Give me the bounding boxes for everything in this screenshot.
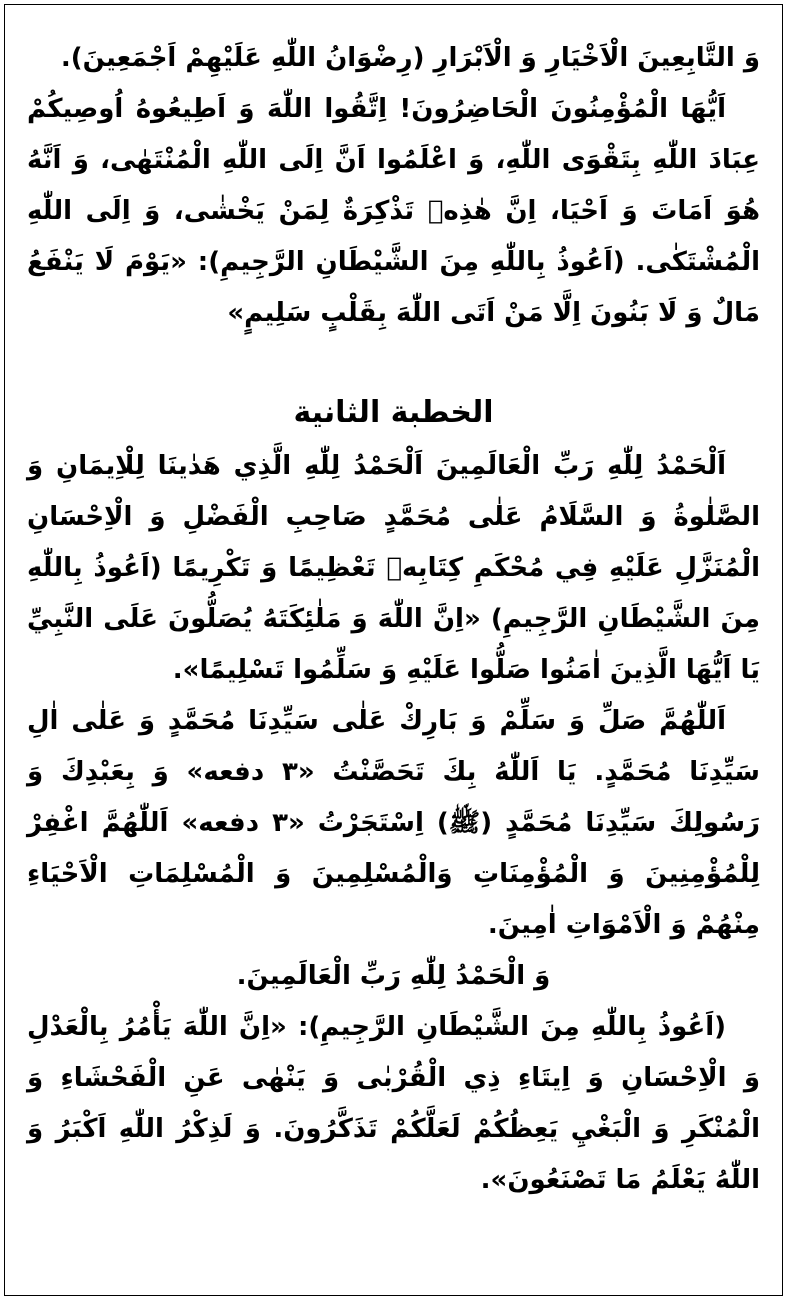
paragraph-praise: اَلْحَمْدُ لِلّٰهِ رَبِّ الْعَالَمِينَ اَلْحَمْدُ لِلّٰهِ الَّذِي هَدٰينَا لِلْاِيمَانِ وَ الصَّلٰوةُ وَ السَّلَامُ عَلٰى مُحَمَّدٍ صَاحِبِ الْفَضْلِ وَ الْاِحْسَانِ الْمُنَزَّلِ عَلَيْهِ فِي مُحْكَمِ كِتَابِهٖ تَعْظِيمًا وَ تَكْرِيمًا (اَعُوذُ بِاللّٰهِ مِنَ الشَّيْطَانِ الرَّجِيمِ) «اِنَّ اللّٰهَ وَ مَلٰئِكَتَهُ يُصَلُّونَ عَلَى النَّبِيِّ يَا اَيُّهَا الَّذِينَ اٰمَنُوا صَلُّوا عَلَيْهِ وَ سَلِّمُوا تَسْلِيمًا».	[27, 451, 760, 685]
closing-praise-line: وَ الْحَمْدُ لِلّٰهِ رَبِّ الْعَالَمِينَ.	[236, 961, 551, 991]
paragraph-final-verse: (اَعُوذُ بِاللّٰهِ مِنَ الشَّيْطَانِ الرَّجِيمِ): «اِنَّ اللّٰهَ يَأْمُرُ بِالْعَدْلِ وَ الْاِحْسَانِ وَ اِيتَاءِ ذِي الْقُرْبٰى وَ يَنْهٰى عَنِ الْفَحْشَاءِ وَ الْمُنْكَرِ وَ الْبَغْيِ يَعِظُكُمْ لَعَلَّكُمْ تَذَكَّرُونَ. وَ لَذِكْرُ اللّٰهِ اَكْبَرُ وَ اللّٰهُ يَعْلَمُ مَا تَصْنَعُونَ».	[27, 1012, 760, 1195]
paragraph-supplication: اَللّٰهُمَّ صَلِّ وَ سَلِّمْ وَ بَارِكْ عَلٰى سَيِّدِنَا مُحَمَّدٍ وَ عَلٰى اٰلِ سَيِّدِنَا مُحَمَّدٍ. يَا اَللّٰهُ بِكَ تَحَصَّنْتُ «٣ دفعه» وَ بِعَبْدِكَ وَ رَسُولِكَ سَيِّدِنَا مُحَمَّدٍ (ﷺ) اِسْتَجَرْتُ «٣ دفعه» اَللّٰهُمَّ اغْفِرْ لِلْمُؤْمِنِينَ وَ الْمُؤْمِنَاتِ وَالْمُسْلِمِينَ وَ الْمُسْلِمَاتِ الْاَحْيَاءِ مِنْهُمْ وَ الْاَمْوَاتِ اٰمِينَ.	[27, 706, 760, 940]
section-gap	[27, 339, 760, 385]
paragraph-exhortation: اَيُّهَا الْمُؤْمِنُونَ الْحَاضِرُونَ! اِتَّقُوا اللّٰهَ وَ اَطِيعُوهُ اُوصِيكُمْ عِبَادَ اللّٰهِ بِتَقْوَى اللّٰهِ، وَ اعْلَمُوا اَنَّ اِلَى اللّٰهِ الْمُنْتَهٰى، وَ اَنَّهُ هُوَ اَمَاتَ وَ اَحْيَا، اِنَّ هٰذِهٖ تَذْكِرَةٌ لِمَنْ يَخْشٰى، وَ اِلَى اللّٰهِ الْمُشْتَكٰى. (اَعُوذُ بِاللّٰهِ مِنَ الشَّيْطَانِ الرَّجِيمِ): «يَوْمَ لَا يَنْفَعُ مَالٌ وَ لَا بَنُونَ اِلَّا مَنْ اَتَى اللّٰهَ بِقَلْبٍ سَلِيمٍ»	[27, 94, 760, 328]
paragraph-salutation: وَ التَّابِعِينَ الْاَخْيَارِ وَ الْاَبْرَارِ (رِضْوَانُ اللّٰهِ عَلَيْهِمْ اَجْمَعِينَ).	[60, 43, 760, 73]
document-page	[4, 4, 783, 1296]
section-heading: الخطبة الثانية	[293, 395, 494, 430]
